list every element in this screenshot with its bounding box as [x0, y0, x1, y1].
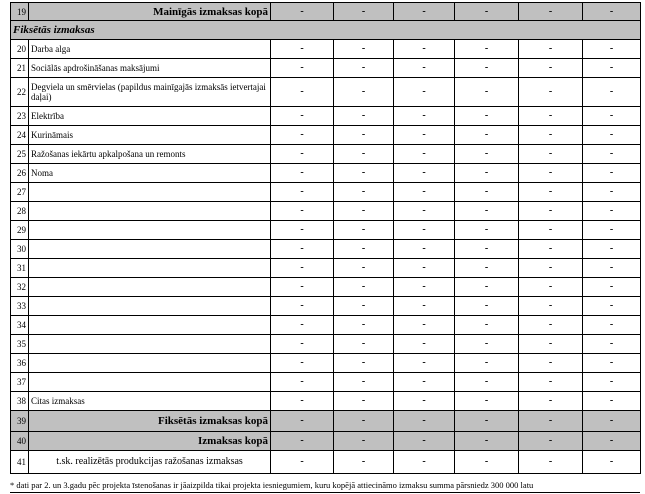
value-cell[interactable]: - [394, 3, 455, 21]
value-cell[interactable]: - [583, 411, 641, 432]
row-label: Sociālās apdrošināšanas maksājumi [29, 59, 271, 78]
value-cell[interactable]: - [394, 126, 455, 145]
row-number: 24 [11, 126, 29, 145]
value-cell[interactable]: - [583, 392, 641, 411]
value-cell[interactable]: - [455, 373, 519, 392]
table-row [11, 451, 641, 474]
value-cell[interactable]: - [583, 3, 641, 21]
value-cell[interactable]: - [334, 202, 394, 221]
value-cell[interactable]: - [519, 451, 583, 474]
value-cell[interactable]: - [583, 107, 641, 126]
value-cell[interactable]: - [394, 451, 455, 474]
row-number: 23 [11, 107, 29, 126]
cost-table [10, 2, 641, 474]
value-cell[interactable]: - [519, 240, 583, 259]
value-cell[interactable]: - [271, 202, 334, 221]
table-row [11, 3, 641, 21]
table-row [11, 126, 641, 145]
row-number: 37 [11, 373, 29, 392]
value-cell[interactable]: - [334, 126, 394, 145]
value-cell[interactable]: - [583, 78, 641, 107]
value-cell[interactable]: - [519, 78, 583, 107]
value-cell[interactable]: - [519, 40, 583, 59]
value-cell[interactable]: - [271, 392, 334, 411]
value-cell[interactable]: - [394, 354, 455, 373]
value-cell[interactable]: - [583, 145, 641, 164]
table-row [11, 316, 641, 335]
value-cell[interactable]: - [519, 3, 583, 21]
value-cell[interactable]: - [334, 221, 394, 240]
value-cell[interactable]: - [455, 259, 519, 278]
row-label [29, 240, 271, 259]
value-cell[interactable]: - [394, 59, 455, 78]
value-cell[interactable]: - [455, 240, 519, 259]
value-cell[interactable]: - [334, 278, 394, 297]
table-row [11, 432, 641, 451]
value-cell[interactable]: - [519, 126, 583, 145]
value-cell[interactable]: - [334, 354, 394, 373]
value-cell[interactable]: - [583, 278, 641, 297]
row-number: 21 [11, 59, 29, 78]
footnote: * dati par 2. un 3.gadu pēc projekta īstenošanas ir jāaizpilda tikai projekta iesniegumiem, kuru kopējā attiecināmo izmaksu summa pārsniedz 300 000 latu [10, 478, 640, 493]
value-cell[interactable]: - [583, 221, 641, 240]
value-cell[interactable]: - [394, 78, 455, 107]
value-cell[interactable]: - [271, 164, 334, 183]
row-label [29, 202, 271, 221]
value-cell[interactable]: - [334, 411, 394, 432]
value-cell[interactable]: - [394, 278, 455, 297]
value-cell[interactable]: - [583, 297, 641, 316]
row-number: 25 [11, 145, 29, 164]
row-label [29, 278, 271, 297]
value-cell[interactable]: - [334, 451, 394, 474]
value-cell[interactable]: - [455, 221, 519, 240]
row-label [29, 335, 271, 354]
row-label: Izmaksas kopā [29, 432, 271, 451]
value-cell[interactable]: - [334, 259, 394, 278]
row-number: 35 [11, 335, 29, 354]
value-cell[interactable]: - [394, 411, 455, 432]
value-cell[interactable]: - [519, 259, 583, 278]
value-cell[interactable]: - [455, 40, 519, 59]
value-cell[interactable]: - [394, 392, 455, 411]
row-number: 20 [11, 40, 29, 59]
value-cell[interactable]: - [394, 316, 455, 335]
row-label: Kurināmais [29, 126, 271, 145]
table-row [11, 145, 641, 164]
value-cell[interactable]: - [519, 59, 583, 78]
row-number: 28 [11, 202, 29, 221]
value-cell[interactable]: - [455, 392, 519, 411]
row-number: 38 [11, 392, 29, 411]
value-cell[interactable]: - [271, 145, 334, 164]
value-cell[interactable]: - [271, 316, 334, 335]
value-cell[interactable]: - [394, 240, 455, 259]
value-cell[interactable]: - [455, 107, 519, 126]
value-cell[interactable]: - [271, 40, 334, 59]
table-row [11, 335, 641, 354]
value-cell[interactable]: - [271, 126, 334, 145]
row-label [29, 221, 271, 240]
value-cell[interactable]: - [519, 107, 583, 126]
value-cell[interactable]: - [334, 373, 394, 392]
value-cell[interactable]: - [519, 202, 583, 221]
table-row [11, 107, 641, 126]
table-row [11, 221, 641, 240]
value-cell[interactable]: - [394, 183, 455, 202]
value-cell[interactable]: - [455, 354, 519, 373]
value-cell[interactable]: - [334, 3, 394, 21]
table-row [11, 259, 641, 278]
value-cell[interactable]: - [519, 297, 583, 316]
value-cell[interactable]: - [583, 373, 641, 392]
row-label: Degviela un smērvielas (papildus mainīgajās izmaksās ietvertajai daļai) [29, 78, 271, 107]
value-cell[interactable]: - [334, 297, 394, 316]
row-number: 39 [11, 411, 29, 432]
value-cell[interactable]: - [583, 59, 641, 78]
value-cell[interactable]: - [583, 183, 641, 202]
value-cell[interactable]: - [455, 335, 519, 354]
value-cell[interactable]: - [455, 297, 519, 316]
value-cell[interactable]: - [519, 278, 583, 297]
value-cell[interactable]: - [271, 183, 334, 202]
row-label: Darba alga [29, 40, 271, 59]
row-number: 40 [11, 432, 29, 451]
value-cell[interactable]: - [271, 451, 334, 474]
table-row [11, 40, 641, 59]
value-cell[interactable]: - [583, 240, 641, 259]
value-cell[interactable]: - [271, 3, 334, 21]
value-cell[interactable]: - [519, 145, 583, 164]
value-cell[interactable]: - [519, 164, 583, 183]
value-cell[interactable]: - [394, 335, 455, 354]
value-cell[interactable]: - [519, 335, 583, 354]
value-cell[interactable]: - [455, 164, 519, 183]
row-number: 32 [11, 278, 29, 297]
value-cell[interactable]: - [455, 316, 519, 335]
row-number: 26 [11, 164, 29, 183]
value-cell[interactable]: - [394, 164, 455, 183]
row-label [29, 259, 271, 278]
value-cell[interactable]: - [271, 107, 334, 126]
row-number: 31 [11, 259, 29, 278]
section-title: Fiksētās izmaksas [11, 21, 641, 40]
table-row [11, 297, 641, 316]
value-cell[interactable]: - [334, 40, 394, 59]
value-cell[interactable]: - [455, 411, 519, 432]
value-cell[interactable]: - [271, 354, 334, 373]
value-cell[interactable]: - [455, 59, 519, 78]
row-label [29, 183, 271, 202]
value-cell[interactable]: - [394, 373, 455, 392]
value-cell[interactable]: - [455, 126, 519, 145]
value-cell[interactable]: - [583, 432, 641, 451]
table-row [11, 59, 641, 78]
table-row [11, 183, 641, 202]
value-cell[interactable]: - [271, 411, 334, 432]
value-cell[interactable]: - [455, 183, 519, 202]
table-row [11, 392, 641, 411]
row-label: Elektrība [29, 107, 271, 126]
row-label [29, 373, 271, 392]
value-cell[interactable]: - [334, 240, 394, 259]
value-cell[interactable]: - [394, 432, 455, 451]
value-cell[interactable]: - [519, 183, 583, 202]
row-label [29, 354, 271, 373]
value-cell[interactable]: - [271, 259, 334, 278]
value-cell[interactable]: - [394, 297, 455, 316]
value-cell[interactable]: - [519, 316, 583, 335]
row-label: t.sk. realizētās produkcijas ražošanas izmaksas [29, 451, 271, 474]
value-cell[interactable]: - [519, 432, 583, 451]
value-cell[interactable]: - [583, 335, 641, 354]
row-number: 33 [11, 297, 29, 316]
value-cell[interactable]: - [583, 354, 641, 373]
value-cell[interactable]: - [583, 126, 641, 145]
row-label: Ražošanas iekārtu apkalpošana un remonts [29, 145, 271, 164]
value-cell[interactable]: - [394, 259, 455, 278]
row-number: 41 [11, 451, 29, 474]
value-cell[interactable]: - [271, 59, 334, 78]
table-row [11, 202, 641, 221]
value-cell[interactable]: - [334, 78, 394, 107]
value-cell[interactable]: - [455, 3, 519, 21]
value-cell[interactable]: - [271, 278, 334, 297]
value-cell[interactable]: - [334, 392, 394, 411]
value-cell[interactable]: - [455, 451, 519, 474]
cost-table-sheet [10, 2, 640, 474]
value-cell[interactable]: - [334, 145, 394, 164]
row-number: 22 [11, 78, 29, 107]
value-cell[interactable]: - [271, 240, 334, 259]
row-label: Fiksētās izmaksas kopā [29, 411, 271, 432]
row-number: 19 [11, 3, 29, 21]
value-cell[interactable]: - [334, 432, 394, 451]
section-header-row [11, 21, 641, 40]
row-number: 36 [11, 354, 29, 373]
value-cell[interactable]: - [271, 78, 334, 107]
value-cell[interactable]: - [271, 221, 334, 240]
value-cell[interactable]: - [271, 335, 334, 354]
value-cell[interactable]: - [394, 145, 455, 164]
value-cell[interactable]: - [583, 259, 641, 278]
value-cell[interactable]: - [271, 373, 334, 392]
row-label [29, 316, 271, 335]
table-row [11, 354, 641, 373]
table-row [11, 278, 641, 297]
value-cell[interactable]: - [455, 278, 519, 297]
value-cell[interactable]: - [334, 316, 394, 335]
value-cell[interactable]: - [455, 432, 519, 451]
value-cell[interactable]: - [583, 451, 641, 474]
row-label [29, 297, 271, 316]
value-cell[interactable]: - [519, 221, 583, 240]
value-cell[interactable]: - [583, 202, 641, 221]
table-row [11, 164, 641, 183]
value-cell[interactable]: - [334, 164, 394, 183]
row-label: Citas izmaksas [29, 392, 271, 411]
value-cell[interactable]: - [334, 107, 394, 126]
table-row [11, 373, 641, 392]
value-cell[interactable]: - [394, 202, 455, 221]
value-cell[interactable]: - [583, 316, 641, 335]
value-cell[interactable]: - [334, 59, 394, 78]
row-label: Noma [29, 164, 271, 183]
value-cell[interactable]: - [583, 40, 641, 59]
value-cell[interactable]: - [455, 145, 519, 164]
value-cell[interactable]: - [394, 221, 455, 240]
value-cell[interactable]: - [394, 107, 455, 126]
value-cell[interactable]: - [519, 373, 583, 392]
row-number: 29 [11, 221, 29, 240]
value-cell[interactable]: - [455, 78, 519, 107]
value-cell[interactable]: - [271, 432, 334, 451]
row-number: 27 [11, 183, 29, 202]
value-cell[interactable]: - [519, 354, 583, 373]
value-cell[interactable]: - [334, 183, 394, 202]
row-label: Mainīgās izmaksas kopā [29, 3, 271, 21]
table-row [11, 78, 641, 107]
row-number: 34 [11, 316, 29, 335]
value-cell[interactable]: - [394, 40, 455, 59]
value-cell[interactable]: - [455, 202, 519, 221]
table-row [11, 411, 641, 432]
value-cell[interactable]: - [583, 164, 641, 183]
value-cell[interactable]: - [519, 392, 583, 411]
table-row [11, 240, 641, 259]
value-cell[interactable]: - [271, 297, 334, 316]
value-cell[interactable]: - [334, 335, 394, 354]
value-cell[interactable]: - [519, 411, 583, 432]
row-number: 30 [11, 240, 29, 259]
